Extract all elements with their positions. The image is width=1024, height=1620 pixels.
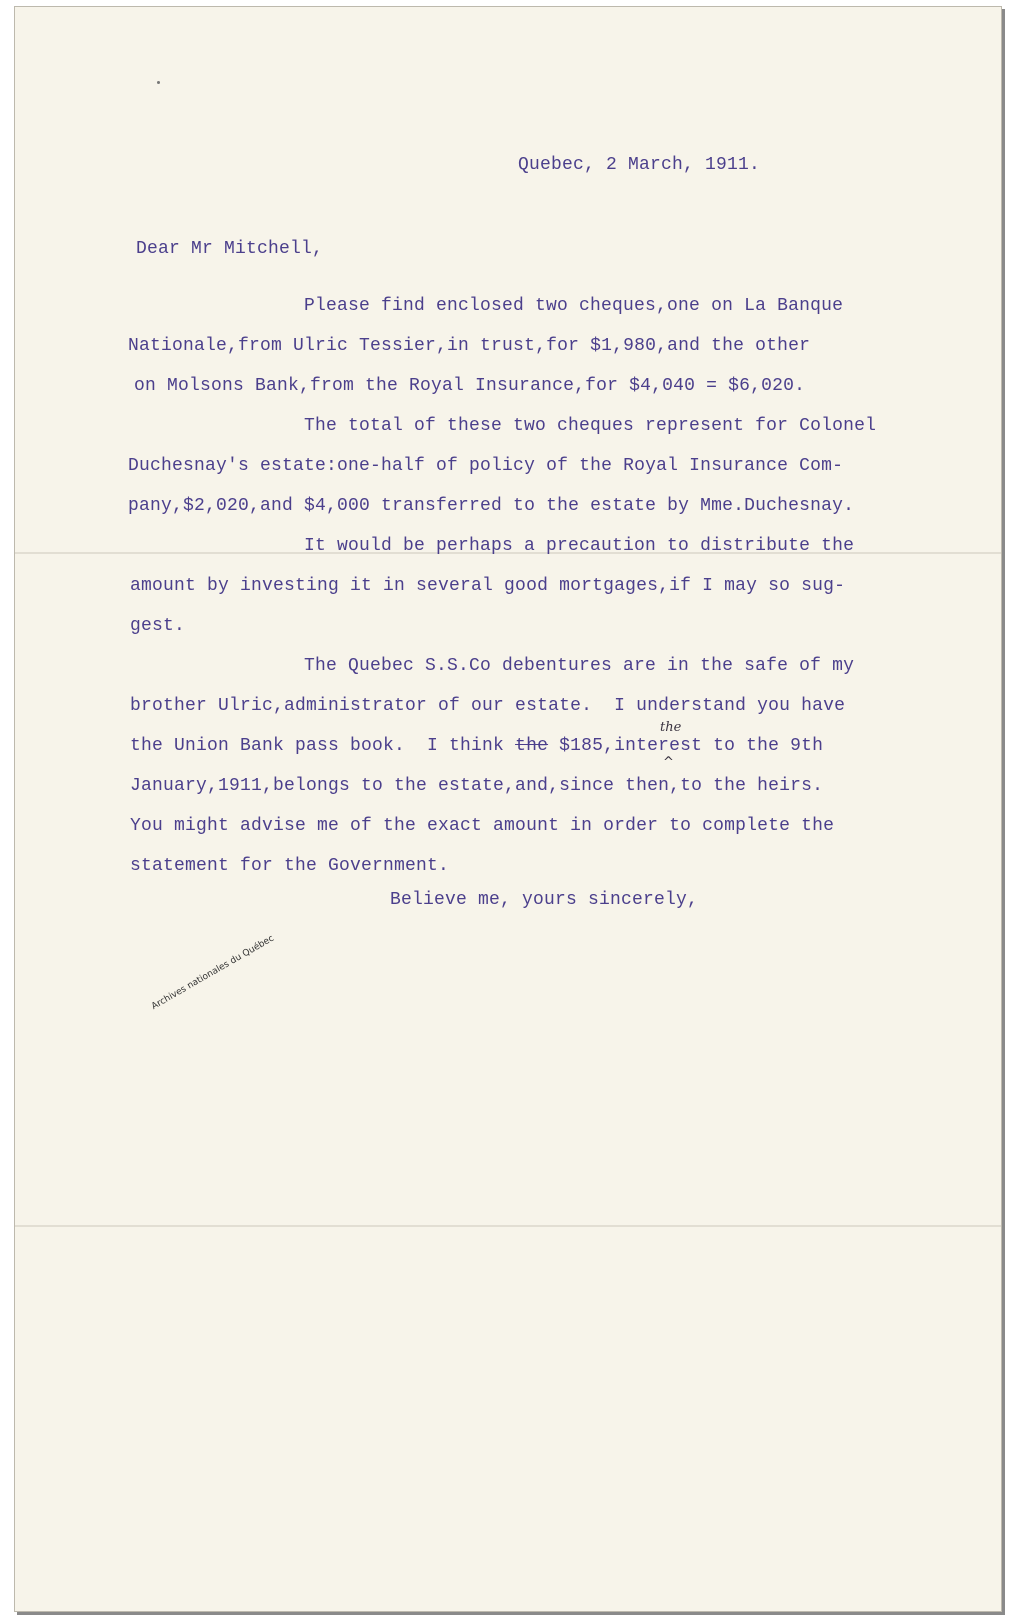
body-line: statement for the Government. bbox=[130, 856, 450, 876]
letter-date: Quebec, 2 March, 1911. bbox=[518, 155, 761, 175]
body-line: Duchesnay's estate:one-half of policy of the Royal Insurance Com- bbox=[128, 456, 844, 476]
letter-sheet bbox=[14, 6, 1002, 1612]
body-line: The Quebec S.S.Co debentures are in the safe of my bbox=[304, 656, 855, 676]
body-line: The total of these two cheques represent for Colonel bbox=[304, 416, 877, 436]
union-bank-amount: $185, bbox=[548, 736, 615, 756]
salutation: Dear Mr Mitchell, bbox=[136, 239, 324, 259]
insertion-caret: ^ bbox=[663, 755, 674, 770]
fold-line bbox=[15, 1225, 1001, 1227]
closing: Believe me, yours sincerely, bbox=[390, 890, 699, 910]
body-line: January,1911,belongs to the estate,and,since then,to the heirs. bbox=[130, 776, 824, 796]
union-bank-text-before: the Union Bank pass book. I think bbox=[130, 736, 516, 756]
body-line: Please find enclosed two cheques,one on La Banque bbox=[304, 296, 844, 316]
body-line: It would be perhaps a precaution to distribute the bbox=[304, 536, 855, 556]
typed-letter-body bbox=[15, 7, 877, 910]
body-line: Nationale,from Ulric Tessier,in trust,for $1,980,and the other bbox=[128, 336, 811, 356]
body-line-union-bank bbox=[130, 735, 823, 757]
union-bank-text-after: interest to the 9th bbox=[614, 736, 824, 756]
struck-word: the bbox=[515, 736, 549, 756]
handwritten-insertion: the bbox=[660, 720, 682, 735]
body-line: brother Ulric,administrator of our estate. I understand you have bbox=[130, 696, 846, 716]
body-line: pany,$2,020,and $4,000 transferred to the estate by Mme.Duchesnay. bbox=[128, 496, 855, 516]
paper-speck bbox=[157, 81, 160, 84]
body-line: gest. bbox=[130, 616, 186, 636]
body-line: on Molsons Bank,from the Royal Insurance,for $4,040 = $6,020. bbox=[134, 376, 806, 396]
body-line: amount by investing it in several good mortgages,if I may so sug- bbox=[130, 576, 846, 596]
archive-stamp: Archives nationales du Québec bbox=[150, 933, 276, 1012]
body-line: You might advise me of the exact amount in order to complete the bbox=[130, 816, 835, 836]
